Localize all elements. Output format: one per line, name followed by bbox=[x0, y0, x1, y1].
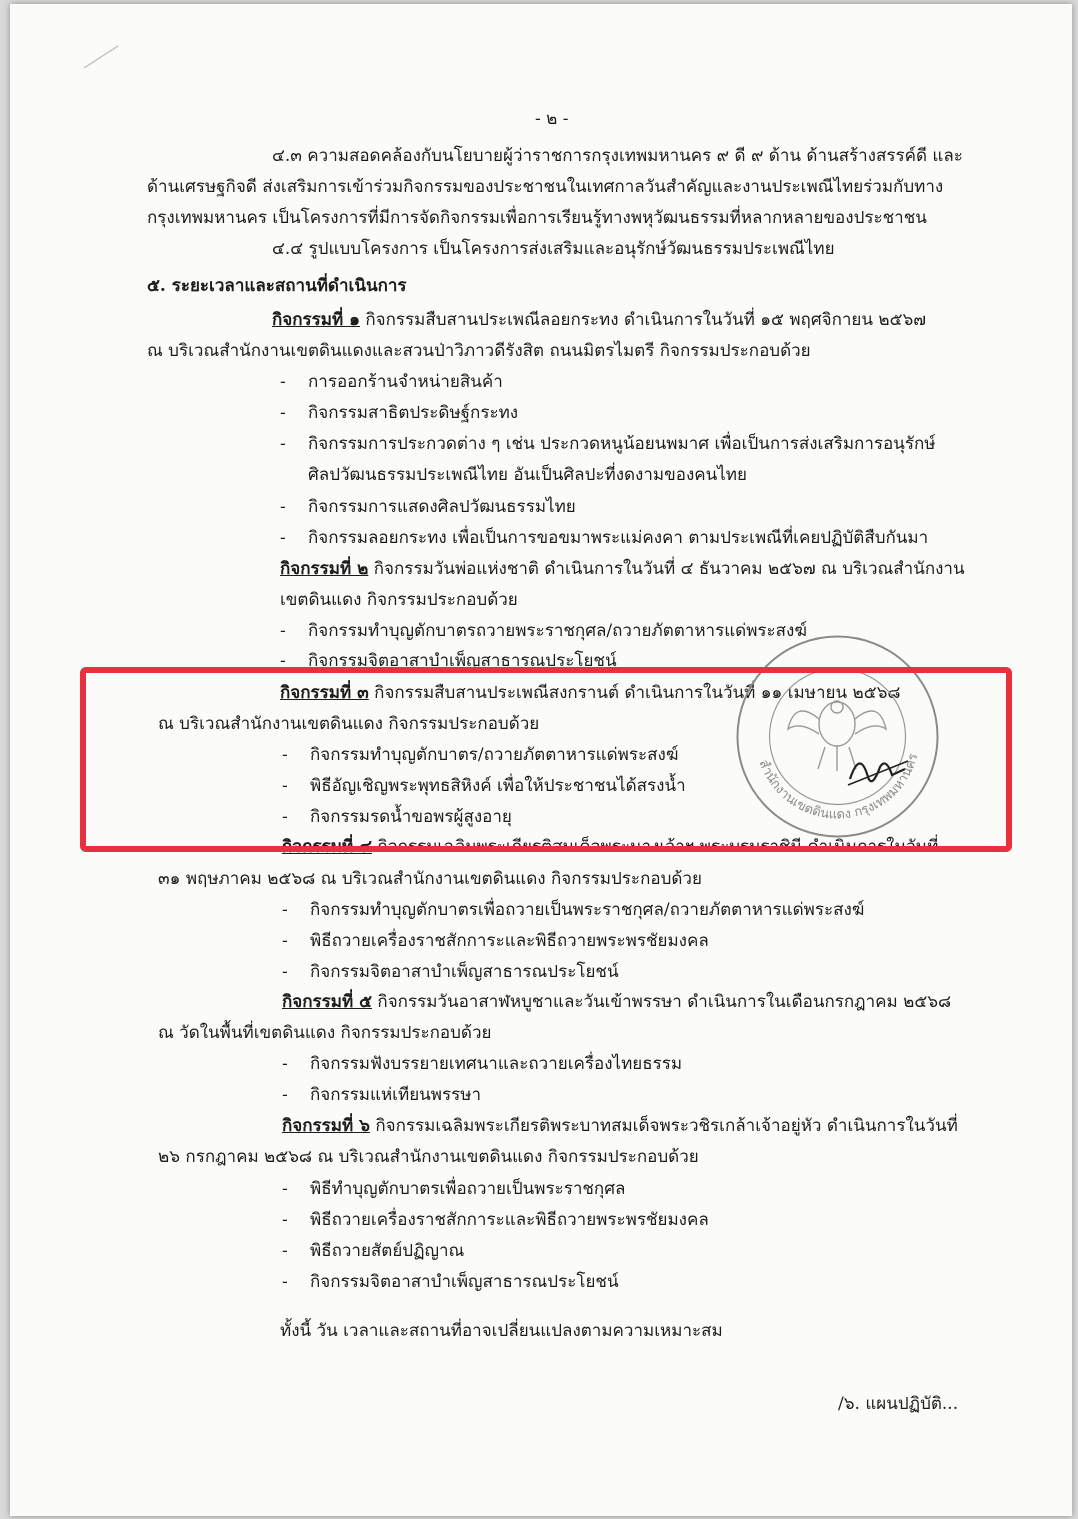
activity-5-line2: ณ วัดในพื้นที่เขตดินแดง กิจกรรมประกอบด้วย bbox=[158, 1023, 492, 1043]
section-5-heading: ๕. ระยะเวลาและสถานที่ดำเนินการ bbox=[147, 276, 407, 296]
list-item: - พิธีถวายสัตย์ปฏิญาณ bbox=[282, 1241, 465, 1261]
activity-3-line2: ณ บริเวณสำนักงานเขตดินแดง กิจกรรมประกอบด้วย bbox=[158, 714, 540, 734]
activity-4-label: กิจกรรมที่ ๔ bbox=[282, 837, 373, 857]
seal-ring-text: สำนักงานเขตดินแดง กรุงเทพมหานคร bbox=[755, 751, 922, 823]
activity-6-line2: ๒๖ กรกฎาคม ๒๕๖๘ ณ บริเวณสำนักงานเขตดินแดง กิจกรรมประกอบด้วย bbox=[158, 1147, 699, 1167]
list-item: - พิธีถวายเครื่องราชสักการะและพิธีถวายพระพรชัยมงคล bbox=[282, 1210, 709, 1230]
list-item: - การออกร้านจำหน่ายสินค้า bbox=[280, 372, 503, 392]
activity-2-line2: เขตดินแดง กิจกรรมประกอบด้วย bbox=[280, 590, 518, 610]
activity-5-label: กิจกรรมที่ ๕ bbox=[282, 992, 373, 1012]
activity-6-desc: กิจกรรมเฉลิมพระเกียรติพระบาทสมเด็จพระวชิรเกล้าเจ้าอยู่หัว ดำเนินการในวันที่ bbox=[369, 1116, 958, 1136]
activity-4-line2: ๓๑ พฤษภาคม ๒๕๖๘ ณ บริเวณสำนักงานเขตดินแดง กิจกรรมประกอบด้วย bbox=[158, 869, 702, 889]
activity-2-line1 bbox=[280, 558, 965, 580]
activity-1-label: กิจกรรมที่ ๑ bbox=[272, 310, 360, 330]
para-4-3-line2: ด้านเศรษฐกิจดี ส่งเสริมการเข้าร่วมกิจกรรมของประชาชนในเทศกาลวันสำคัญและงานประเพณีไทยร่วมกับทาง bbox=[147, 177, 944, 197]
activity-6-label: กิจกรรมที่ ๖ bbox=[282, 1116, 370, 1136]
official-seal-stamp bbox=[730, 629, 945, 844]
list-item: - กิจกรรมลอยกระทง เพื่อเป็นการขอขมาพระแม่คงคา ตามประเพณีที่เคยปฏิบัติสืบกันมา bbox=[280, 528, 929, 548]
list-item: - กิจกรรมทำบุญตักบาตรถวายพระราชกุศล/ถวายภัตตาหารแด่พระสงฆ์ bbox=[280, 621, 807, 641]
list-item: - พิธีอัญเชิญพระพุทธสิหิงค์ เพื่อให้ประชาชนได้สรงน้ำ bbox=[282, 776, 686, 796]
list-item: - กิจกรรมจิตอาสาบำเพ็ญสาธารณประโยชน์ bbox=[282, 962, 619, 982]
activity-4-desc: กิจกรรมเฉลิมพระเกียรติสมเด็จพระนางเจ้าฯ พระบรมราชินี ดำเนินการในวันที่ bbox=[372, 837, 939, 857]
activity-6-line1 bbox=[282, 1115, 958, 1137]
activity-1-line2: ณ บริเวณสำนักงานเขตดินแดงและสวนป่าวิภาวดีรังสิต ถนนมิตรไมตรี กิจกรรมประกอบด้วย bbox=[147, 341, 811, 361]
para-4-3-line1: ๔.๓ ความสอดคล้องกับนโยบายผู้ว่าราชการกรุงเทพมหานคร ๙ ดี ๙ ด้าน ด้านสร้างสรรค์ดี และ bbox=[272, 146, 963, 166]
para-4-4: ๔.๔ รูปแบบโครงการ เป็นโครงการส่งเสริมและอนุรักษ์วัฒนธรรมประเพณีไทย bbox=[272, 239, 835, 259]
list-item: - กิจกรรมจิตอาสาบำเพ็ญสาธารณประโยชน์ bbox=[280, 651, 617, 671]
document-page bbox=[10, 4, 1072, 1516]
list-item-continuation: ศิลปวัฒนธรรมประเพณีไทย อันเป็นศิลปะที่งดงามของคนไทย bbox=[308, 465, 747, 485]
activity-2-desc: กิจกรรมวันพ่อแห่งชาติ ดำเนินการในวันที่ ๔ ธันวาคม ๒๕๖๗ ณ บริเวณสำนักงาน bbox=[368, 559, 965, 579]
para-4-3-line3: กรุงเทพมหานคร เป็นโครงการที่มีการจัดกิจกรรมเพื่อการเรียนรู้ทางพหุวัฒนธรรมที่หลากหลายของประชาชน bbox=[147, 208, 927, 228]
list-item: - กิจกรรมทำบุญตักบาตร/ถวายภัตตาหารแด่พระสงฆ์ bbox=[282, 745, 679, 765]
closing-note: ทั้งนี้ วัน เวลาและสถานที่อาจเปลี่ยนแปลงตามความเหมาะสม bbox=[280, 1321, 723, 1341]
garuda-emblem-icon bbox=[788, 701, 886, 771]
page-fold-mark bbox=[82, 42, 122, 72]
list-item: - กิจกรรมจิตอาสาบำเพ็ญสาธารณประโยชน์ bbox=[282, 1272, 619, 1292]
activity-1-line1 bbox=[272, 309, 926, 331]
list-item: - กิจกรรมการแสดงศิลปวัฒนธรรมไทย bbox=[280, 497, 576, 517]
activity-3-label: กิจกรรมที่ ๓ bbox=[280, 683, 369, 703]
activity-2-label: กิจกรรมที่ ๒ bbox=[280, 559, 369, 579]
list-item: - พิธีถวายเครื่องราชสักการะและพิธีถวายพระพรชัยมงคล bbox=[282, 931, 709, 951]
activity-3-desc: กิจกรรมสืบสานประเพณีสงกรานต์ ดำเนินการในวันที่ ๑๑ เมษายน ๒๕๖๘ bbox=[368, 683, 901, 703]
next-page-reference: /๖. แผนปฏิบัติ... bbox=[838, 1394, 959, 1414]
activity-5-line1 bbox=[282, 991, 951, 1013]
page-number: - ๒ - bbox=[535, 109, 569, 129]
list-item: - กิจกรรมสาธิตประดิษฐ์กระทง bbox=[280, 403, 519, 423]
list-item: - กิจกรรมการประกวดต่าง ๆ เช่น ประกวดหนูน้อยนพมาศ เพื่อเป็นการส่งเสริมการอนุรักษ์ bbox=[280, 434, 936, 454]
list-item: - กิจกรรมแห่เทียนพรรษา bbox=[282, 1085, 481, 1105]
list-item: - กิจกรรมฟังบรรยายเทศนาและถวายเครื่องไทยธรรม bbox=[282, 1054, 683, 1074]
list-item: - กิจกรรมรดน้ำขอพรผู้สูงอายุ bbox=[282, 807, 512, 827]
list-item: - พิธีทำบุญตักบาตรเพื่อถวายเป็นพระราชกุศล bbox=[282, 1179, 626, 1199]
activity-1-desc: กิจกรรมสืบสานประเพณีลอยกระทง ดำเนินการในวันที่ ๑๕ พฤศจิกายน ๒๕๖๗ bbox=[359, 310, 927, 330]
list-item: - กิจกรรมทำบุญตักบาตรเพื่อถวายเป็นพระราชกุศล/ถวายภัตตาหารแด่พระสงฆ์ bbox=[282, 900, 865, 920]
activity-5-desc: กิจกรรมวันอาสาฬหบูชาและวันเข้าพรรษา ดำเนินการในเดือนกรกฎาคม ๒๕๖๘ bbox=[372, 992, 952, 1012]
